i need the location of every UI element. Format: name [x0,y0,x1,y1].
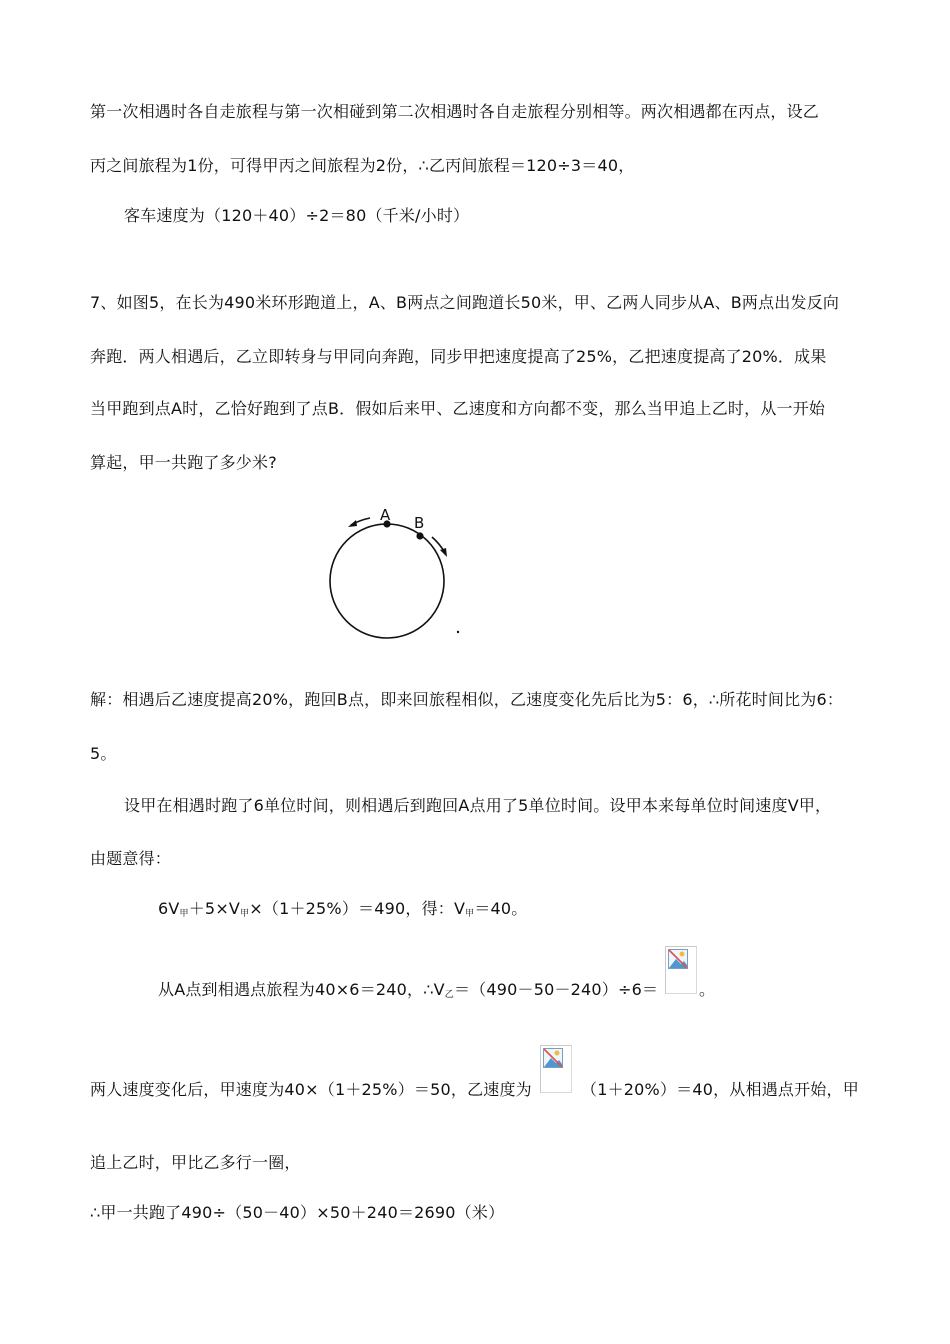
subscript: 甲 [240,909,250,919]
label-a: A [380,506,391,524]
solution-text: 5。 [90,744,117,763]
track-circle [330,524,444,638]
period: 。 [699,980,716,999]
problem-text: 当甲跑到点A时，乙恰好跑到了点B．假如后来甲、乙速度和方向都不变，那么当甲追上乙时，从一开始 [90,399,826,418]
solution-text: ∴甲一共跑了490÷（50－40）×50＋240＝2690（米） [90,1203,505,1222]
eq-part: ＝40。 [474,899,528,918]
solution-text: （1＋20%）＝40，从相遇点开始，甲 [581,1080,859,1099]
equation-2 [158,979,658,1004]
solution-text: 两人速度变化后，甲速度为40×（1＋25%）＝50，乙速度为 [90,1080,532,1099]
arrow-right-icon [432,537,447,557]
broken-image-icon [540,1045,572,1093]
solution-text: 追上乙时，甲比乙多行一圈， [90,1153,301,1172]
track-figure [318,500,478,645]
eq-part: 从A点到相遇点旅程为40×6＝240，∴V [158,980,445,999]
eq-part: ＋5×V [188,899,241,918]
eq-part: ＝（490－50－240）÷6＝ [453,980,659,999]
eq-part: 6V [158,899,180,918]
problem-text: 算起，甲一共跑了多少米? [90,453,277,472]
label-b: B [414,514,425,532]
eq-part: ×（1＋25%）＝490，得：V [249,899,466,918]
subscript: 甲 [465,909,475,919]
problem-text: 奔跑．两人相遇后，乙立即转身与甲同向奔跑，同步甲把速度提高了25%，乙把速度提高了20%．成果 [90,347,827,366]
text-line: 客车速度为（120＋40）÷2＝80（千米/小时） [124,206,470,225]
solution-text: 由题意得： [90,849,172,868]
stray-dot [457,631,459,633]
point-b [416,532,423,539]
text-line: 第一次相遇时各自走旅程与第一次相碰到第二次相遇时各自走旅程分别相等。两次相遇都在丙点，设乙 [90,102,820,121]
subscript: 甲 [179,909,189,919]
solution-text: 解：相遇后乙速度提高20%，跑回B点，即来回旅程相似，乙速度变化先后比为5：6，∴所花时间比为6： [90,690,844,709]
problem-text: 7、如图5，在长为490米环形跑道上，A、B两点之间跑道长50米，甲、乙两人同步从A、B两点出发反向 [90,293,840,312]
equation-1 [158,898,528,923]
arrow-left-icon [348,518,370,527]
broken-image-icon [665,946,697,994]
solution-text: 设甲在相遇时跑了6单位时间，则相遇后到跑回A点用了5单位时间。设甲本来每单位时间速度V甲， [124,796,832,815]
text-line: 丙之间旅程为1份，可得甲丙之间旅程为2份，∴乙丙间旅程＝120÷3＝40， [90,156,635,175]
subscript: 乙 [444,990,454,1000]
